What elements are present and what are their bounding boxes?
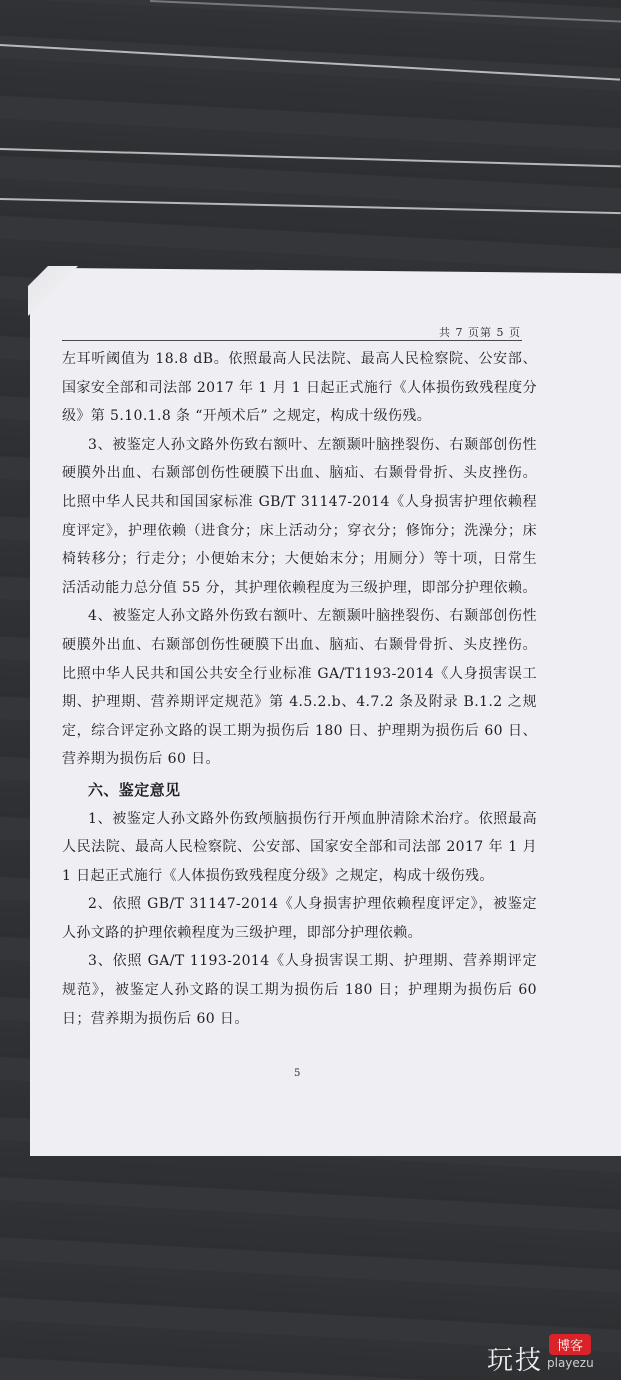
opinion-item: 1、被鉴定人孙文路外伤致颅脑损伤行开颅血肿清除术治疗。依照最高人民法院、最高人民检察院、公安部、国家安全部和司法部 2017 年 1 月 1 日起正式施行《人体损伤致残程度分级》之规定，构成十级伤残。	[62, 810, 537, 884]
page-counter: 共 7 页第 5 页	[439, 326, 521, 339]
header-rule	[62, 340, 522, 341]
paragraph: 左耳听阈值为 18.8 dB。依照最高人民法院、最高人民检察院、公安部、国家安全部和司法部 2017 年 1 月 1 日起正式施行《人体损伤致残程度分级》第 5.10.1.8 条 “开颅术后” 之规定，构成十级伤残。	[62, 351, 537, 425]
page-number: 5	[294, 1068, 301, 1079]
paragraph: 4、被鉴定人孙文路外伤致右额叶、左额颞叶脑挫裂伤、右颞部创伤性硬膜外出血、右颞部创伤性硬膜下出血、脑疝、右颞骨骨折、头皮挫伤。比照中华人民共和国公共安全行业标准 GA/T1193-2014《人身损害误工期、护理期、营养期评定规范》第 4.5.2.b、4.7.2 条及附录 B.1.2 之规定，综合评定孙文路的误工期为损伤后 180 日、护理期为损伤后 60 日、营养期为损伤后 60 日。	[62, 608, 537, 768]
document-body	[62, 345, 537, 1033]
section-title: 六、鉴定意见	[88, 780, 181, 799]
watermark-characters: 玩技	[487, 1346, 544, 1376]
opinion-item: 2、依照 GB/T 31147-2014《人身损害护理依赖程度评定》，被鉴定人孙文路的护理依赖程度为三级护理，即部分护理依赖。	[62, 896, 537, 941]
opinion-item: 3、依照 GA/T 1193-2014《人身损害误工期、护理期、营养期评定规范》，被鉴定人孙文路的误工期为损伤后 180 日；护理期为损伤后 60 日；营养期为损伤后 60 日。	[62, 953, 537, 1027]
watermark	[487, 1334, 621, 1380]
watermark-badge: 博客	[549, 1334, 591, 1355]
paragraph: 3、被鉴定人孙文路外伤致右额叶、左额颞叶脑挫裂伤、右颞部创伤性硬膜外出血、右颞部创伤性硬膜下出血、脑疝、右颞骨骨折、头皮挫伤。比照中华人民共和国国家标准 GB/T 31147-2014《人身损害护理依赖程度评定》，护理依赖（进食分；床上活动分；穿衣分；修饰分；洗澡分；床椅转移分；行走分；小便始末分；大便始末分；用厕分）等十项，日常生活活动能力总分值 55 分，其护理依赖程度为三级护理，即部分护理依赖。	[62, 436, 537, 596]
watermark-domain: playezu	[547, 1356, 594, 1370]
